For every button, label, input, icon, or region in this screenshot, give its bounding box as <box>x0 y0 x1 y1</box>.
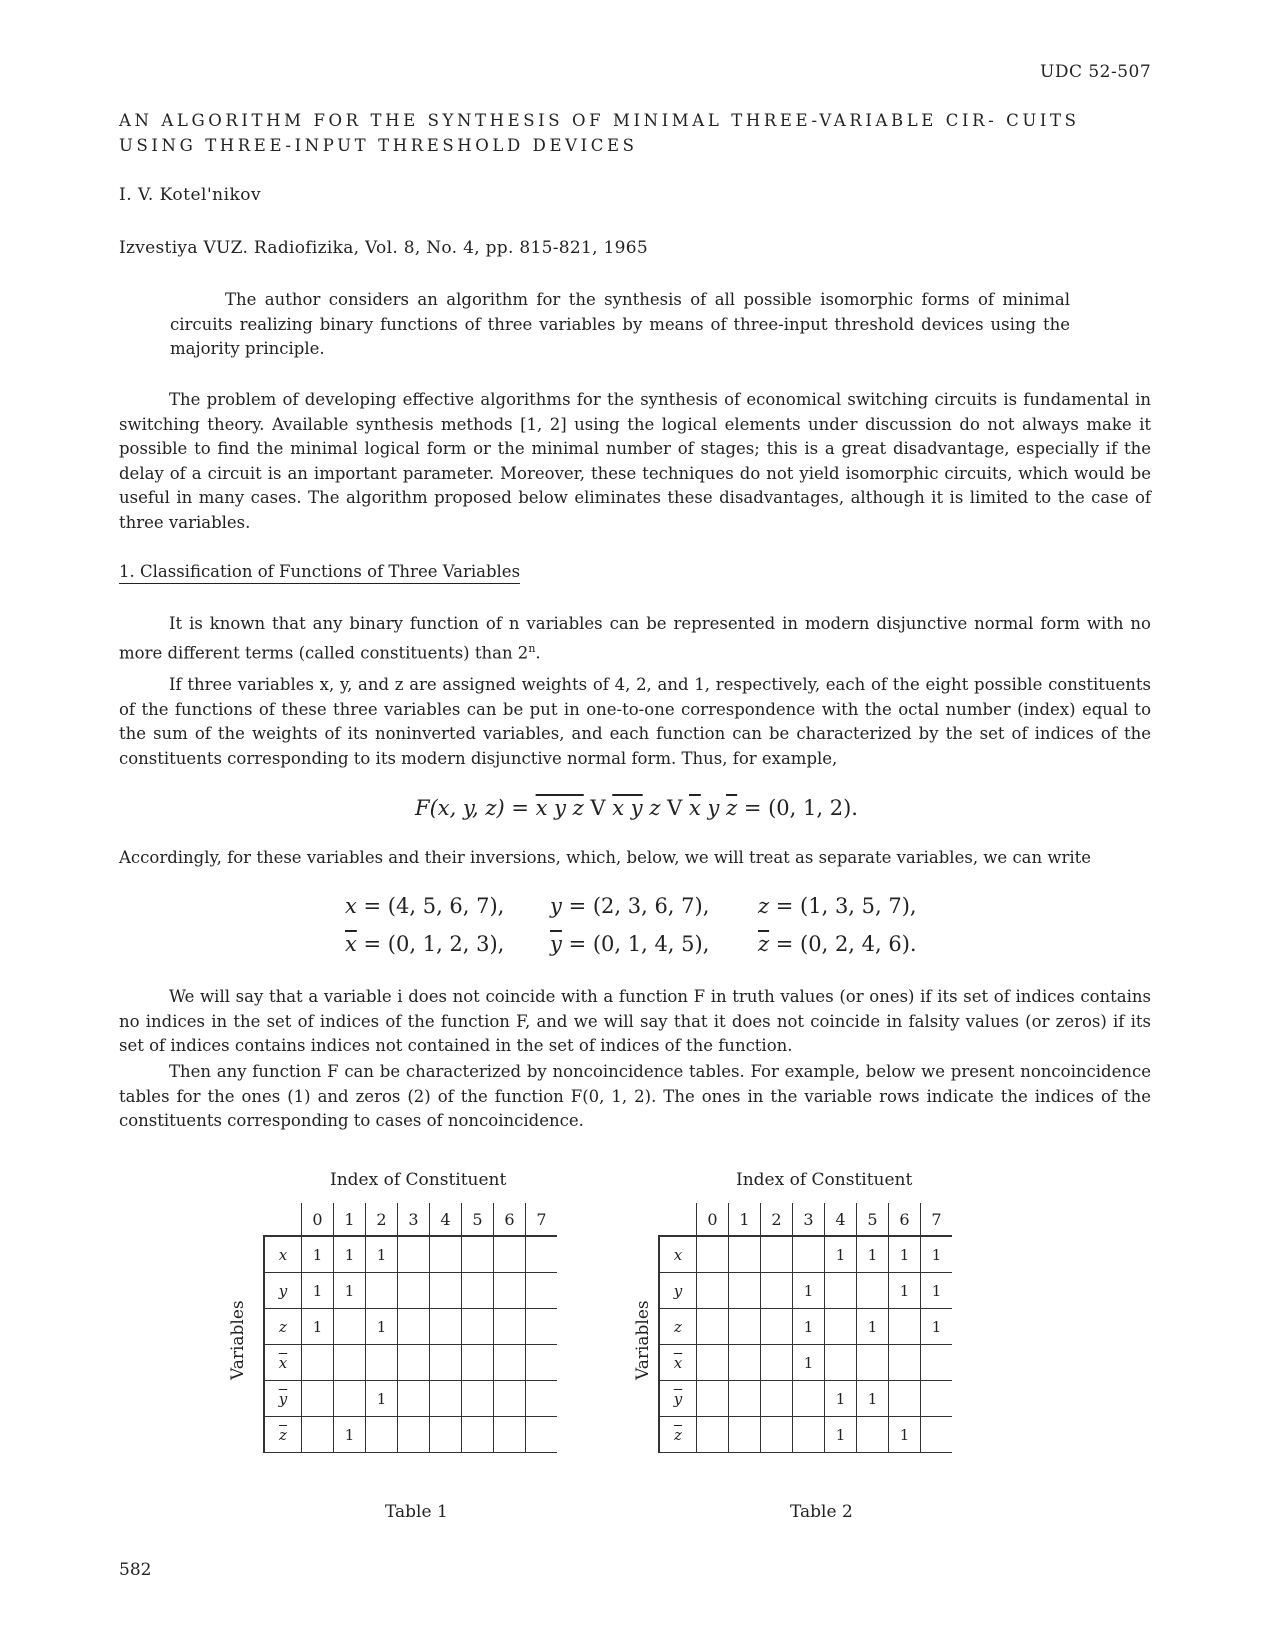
table-cell <box>793 1381 825 1417</box>
row-label: $\overline{y}$ <box>659 1381 697 1417</box>
table-cell <box>889 1345 921 1381</box>
table-cell <box>398 1236 430 1273</box>
table-cell <box>761 1381 793 1417</box>
eq2-y-bar-set: = (0, 1, 4, 5), <box>568 932 710 956</box>
table-cell <box>889 1309 921 1345</box>
table-cell <box>761 1236 793 1273</box>
eq2-y-set: = (2, 3, 6, 7), <box>568 894 710 918</box>
table-cell <box>494 1381 526 1417</box>
eq2-z: z <box>758 894 770 918</box>
udc-code: UDC 52-507 <box>1040 62 1152 82</box>
abstract-text: The author considers an algorithm for the synthesis of all possible isomorphic forms of minimal circuits realizing binary functions of three variables by means of three-input threshold devices using the majority principle. <box>170 290 1070 358</box>
table-cell <box>430 1381 462 1417</box>
row-label: $\overline{x}$ <box>659 1345 697 1381</box>
section-heading: 1. Classification of Functions of Three Variables <box>119 562 520 584</box>
table-cell <box>494 1309 526 1345</box>
table-row <box>264 1309 557 1345</box>
paragraph-4: Accordingly, for these variables and their inversions, which, below, we will treat as separate variables, we can write <box>119 848 1092 867</box>
table-cell <box>526 1236 558 1273</box>
row-label: $\overline{z}$ <box>264 1417 302 1453</box>
table-2-caption: Index of Constituent <box>736 1170 913 1190</box>
column-header: 6 <box>494 1203 526 1236</box>
paragraph-6 <box>119 1060 1151 1134</box>
table-header-row <box>659 1203 952 1236</box>
row-label: y <box>659 1273 697 1309</box>
table-cell <box>761 1417 793 1453</box>
eq1-rhs: = (0, 1, 2). <box>743 796 858 820</box>
table-2-row-axis-label: Variables <box>633 1300 653 1380</box>
table-cell <box>334 1309 366 1345</box>
equation-2-row-2 <box>345 932 917 956</box>
citation: Izvestiya VUZ. Radiofizika, Vol. 8, No. 4, pp. 815-821, 1965 <box>119 238 648 258</box>
table-1-caption: Index of Constituent <box>330 1170 507 1190</box>
table-cell: 1 <box>825 1417 857 1453</box>
table-cell: 1 <box>302 1309 334 1345</box>
table-cell <box>793 1236 825 1273</box>
column-header: 1 <box>334 1203 366 1236</box>
table-cell <box>526 1381 558 1417</box>
noncoincidence-table-1 <box>263 1203 557 1453</box>
eq1-term3-y: y <box>707 796 720 820</box>
author: I. V. Kotel'nikov <box>119 185 262 205</box>
table-cell <box>793 1417 825 1453</box>
table-cell <box>761 1273 793 1309</box>
table-cell: 1 <box>857 1309 889 1345</box>
table-cell: 1 <box>921 1236 953 1273</box>
table-cell <box>729 1236 761 1273</box>
table-cell <box>366 1417 398 1453</box>
paragraph-3 <box>119 673 1151 771</box>
eq2-z-set: = (1, 3, 5, 7), <box>775 894 917 918</box>
table-cell: 1 <box>857 1236 889 1273</box>
column-header: 6 <box>889 1203 921 1236</box>
column-header: 7 <box>921 1203 953 1236</box>
column-header: 0 <box>302 1203 334 1236</box>
table-cell <box>494 1417 526 1453</box>
table-cell <box>398 1273 430 1309</box>
table-row <box>659 1345 952 1381</box>
row-label: $\overline{x}$ <box>264 1345 302 1381</box>
table-cell: 1 <box>366 1236 398 1273</box>
eq1-or2: V <box>667 796 683 820</box>
table-cell: 1 <box>889 1236 921 1273</box>
table-cell <box>729 1417 761 1453</box>
table-cell: 1 <box>889 1417 921 1453</box>
table-cell: 1 <box>889 1273 921 1309</box>
table-1-row-axis-label: Variables <box>228 1300 248 1380</box>
table-corner <box>659 1203 697 1236</box>
table-cell <box>462 1236 494 1273</box>
column-header: 5 <box>857 1203 889 1236</box>
table-cell: 1 <box>366 1309 398 1345</box>
table-header-row <box>264 1203 557 1236</box>
column-header: 3 <box>398 1203 430 1236</box>
table-cell <box>430 1345 462 1381</box>
row-label: x <box>264 1236 302 1273</box>
table-cell <box>825 1309 857 1345</box>
table-cell <box>697 1273 729 1309</box>
table-cell <box>462 1417 494 1453</box>
column-header: 2 <box>366 1203 398 1236</box>
row-label: y <box>264 1273 302 1309</box>
table-corner <box>264 1203 302 1236</box>
column-header: 2 <box>761 1203 793 1236</box>
table-cell <box>889 1381 921 1417</box>
table-cell <box>302 1381 334 1417</box>
table-cell <box>697 1345 729 1381</box>
row-label: x <box>659 1236 697 1273</box>
table-cell <box>921 1417 953 1453</box>
table-row <box>264 1345 557 1381</box>
table-row <box>264 1417 557 1453</box>
intro-paragraph <box>119 388 1151 535</box>
column-header: 5 <box>462 1203 494 1236</box>
abstract <box>170 288 1070 362</box>
column-header: 4 <box>430 1203 462 1236</box>
eq2-y-bar: $\overline{y}$ <box>550 932 562 956</box>
table-cell <box>462 1345 494 1381</box>
page-number: 582 <box>119 1560 152 1580</box>
paper-title: AN ALGORITHM FOR THE SYNTHESIS OF MINIMAL THREE-VARIABLE CIR- CUITS USING THREE-INPUT THRESHOLD DEVICES <box>119 111 1080 155</box>
table-cell <box>398 1345 430 1381</box>
eq1-term1: x y z <box>535 796 584 820</box>
table-row <box>659 1273 952 1309</box>
table-cell <box>334 1345 366 1381</box>
table-cell <box>494 1273 526 1309</box>
eq2-y: y <box>550 894 562 918</box>
table-cell: 1 <box>857 1381 889 1417</box>
table-cell <box>526 1273 558 1309</box>
column-header: 4 <box>825 1203 857 1236</box>
noncoincidence-table-2 <box>658 1203 952 1453</box>
column-header: 1 <box>729 1203 761 1236</box>
table-cell <box>857 1345 889 1381</box>
column-header: 3 <box>793 1203 825 1236</box>
table-cell: 1 <box>366 1381 398 1417</box>
table-cell <box>697 1309 729 1345</box>
table-cell <box>462 1381 494 1417</box>
paragraph-5-text: We will say that a variable i does not coincide with a function F in truth values (or ones) if its set of indices contains no indices in the set of indices of the function F, and we will say that it does not coincide in falsity values (or zeros) if its set of indices contains indices not contained in the set of indices of the function. <box>119 987 1151 1055</box>
table-cell: 1 <box>334 1417 366 1453</box>
row-label: $\overline{z}$ <box>659 1417 697 1453</box>
eq2-x: x <box>345 894 357 918</box>
table-row <box>264 1381 557 1417</box>
paragraph-2-text: It is known that any binary function of n variables can be represented in modern disjunctive normal form with no more different terms (called constituents) than 2 <box>119 614 1151 662</box>
table-cell: 1 <box>825 1381 857 1417</box>
table-row <box>659 1309 952 1345</box>
table-cell <box>398 1381 430 1417</box>
eq1-term2-inverted: x y <box>612 796 643 820</box>
table-cell <box>526 1345 558 1381</box>
table-cell <box>462 1273 494 1309</box>
table-row <box>264 1236 557 1273</box>
eq1-term2-plain: z <box>649 796 661 820</box>
eq2-x-bar-set: = (0, 1, 2, 3), <box>363 932 505 956</box>
table-cell: 1 <box>302 1273 334 1309</box>
table-cell <box>697 1381 729 1417</box>
table-cell: 1 <box>921 1273 953 1309</box>
table-cell <box>857 1273 889 1309</box>
table-cell: 1 <box>793 1273 825 1309</box>
table-cell <box>761 1345 793 1381</box>
row-label: $\overline{y}$ <box>264 1381 302 1417</box>
table-cell <box>366 1345 398 1381</box>
table-cell <box>921 1345 953 1381</box>
column-header: 7 <box>526 1203 558 1236</box>
table-cell: 1 <box>921 1309 953 1345</box>
eq2-z-bar: $\overline{z}$ <box>758 932 770 956</box>
paragraph-5 <box>119 985 1151 1059</box>
table-row <box>659 1381 952 1417</box>
table-cell <box>526 1417 558 1453</box>
table-row <box>264 1273 557 1309</box>
table-cell <box>729 1381 761 1417</box>
table-cell: 1 <box>825 1236 857 1273</box>
table-cell <box>302 1345 334 1381</box>
superscript-n: n <box>528 641 536 655</box>
paragraph-6-text: Then any function F can be characterized by noncoincidence tables. For example, below we present noncoincidence tables for the ones (1) and zeros (2) of the function F(0, 1, 2). The ones in the variable rows indicate the indices of the constituents corresponding to cases of noncoincidence. <box>119 1062 1151 1130</box>
table-cell <box>494 1345 526 1381</box>
table-cell <box>729 1273 761 1309</box>
table-cell <box>526 1309 558 1345</box>
table-1-title: Table 1 <box>385 1502 448 1522</box>
table-cell: 1 <box>793 1345 825 1381</box>
eq2-x-bar: $\overline{x}$ <box>345 932 357 956</box>
row-label: z <box>659 1309 697 1345</box>
table-cell <box>921 1381 953 1417</box>
table-cell <box>366 1273 398 1309</box>
table-cell <box>398 1309 430 1345</box>
table-cell <box>334 1381 366 1417</box>
table-cell <box>761 1309 793 1345</box>
table-cell <box>302 1417 334 1453</box>
table-cell <box>857 1417 889 1453</box>
table-cell: 1 <box>302 1236 334 1273</box>
table-2-title: Table 2 <box>790 1502 853 1522</box>
column-header: 0 <box>697 1203 729 1236</box>
row-label: z <box>264 1309 302 1345</box>
table-cell <box>729 1345 761 1381</box>
table-cell <box>729 1309 761 1345</box>
intro-text: The problem of developing effective algorithms for the synthesis of economical switching circuits is fundamental in switching theory. Available synthesis methods [1, 2] using the logical elements under discussion do not always make it possible to find the minimal logical form or the minimal number of stages; this is a great disadvantage, especially if the delay of a circuit is an important parameter. Moreover, these techniques do not yield isomorphic circuits, which would be useful in many cases. The algorithm proposed below eliminates these disadvantages, although it is limited to the case of three variables. <box>119 390 1151 532</box>
eq2-z-bar-set: = (0, 2, 4, 6). <box>775 932 917 956</box>
eq1-lhs: F(x, y, z) = <box>415 796 529 820</box>
table-cell <box>697 1417 729 1453</box>
eq1-term3-z: $\overline{z}$ <box>726 796 738 820</box>
table-cell <box>430 1273 462 1309</box>
table-cell <box>430 1309 462 1345</box>
equation-1 <box>415 796 858 820</box>
table-cell <box>430 1417 462 1453</box>
table-cell <box>398 1417 430 1453</box>
eq1-term3-x: $\overline{x}$ <box>688 796 701 820</box>
table-cell: 1 <box>334 1236 366 1273</box>
table-cell <box>430 1236 462 1273</box>
table-cell <box>697 1236 729 1273</box>
paragraph-3-text: If three variables x, y, and z are assigned weights of 4, 2, and 1, respectively, each of the eight possible constituents of the functions of these three variables can be put in one-to-one correspondence with the octal number (index) equal to the sum of the weights of its noninverted variables, and each function can be characterized by the set of indices of the constituents corresponding to its modern disjunctive normal form. Thus, for example, <box>119 675 1151 768</box>
table-cell: 1 <box>793 1309 825 1345</box>
equation-2-row-1 <box>345 894 917 918</box>
table-cell: 1 <box>334 1273 366 1309</box>
table-cell <box>494 1236 526 1273</box>
paragraph-2-end: . <box>535 643 541 662</box>
table-cell <box>825 1273 857 1309</box>
paragraph-2 <box>119 612 1151 666</box>
table-row <box>659 1236 952 1273</box>
table-cell <box>462 1309 494 1345</box>
table-cell <box>825 1345 857 1381</box>
eq1-or1: V <box>590 796 606 820</box>
eq2-x-set: = (4, 5, 6, 7), <box>363 894 505 918</box>
table-row <box>659 1417 952 1453</box>
